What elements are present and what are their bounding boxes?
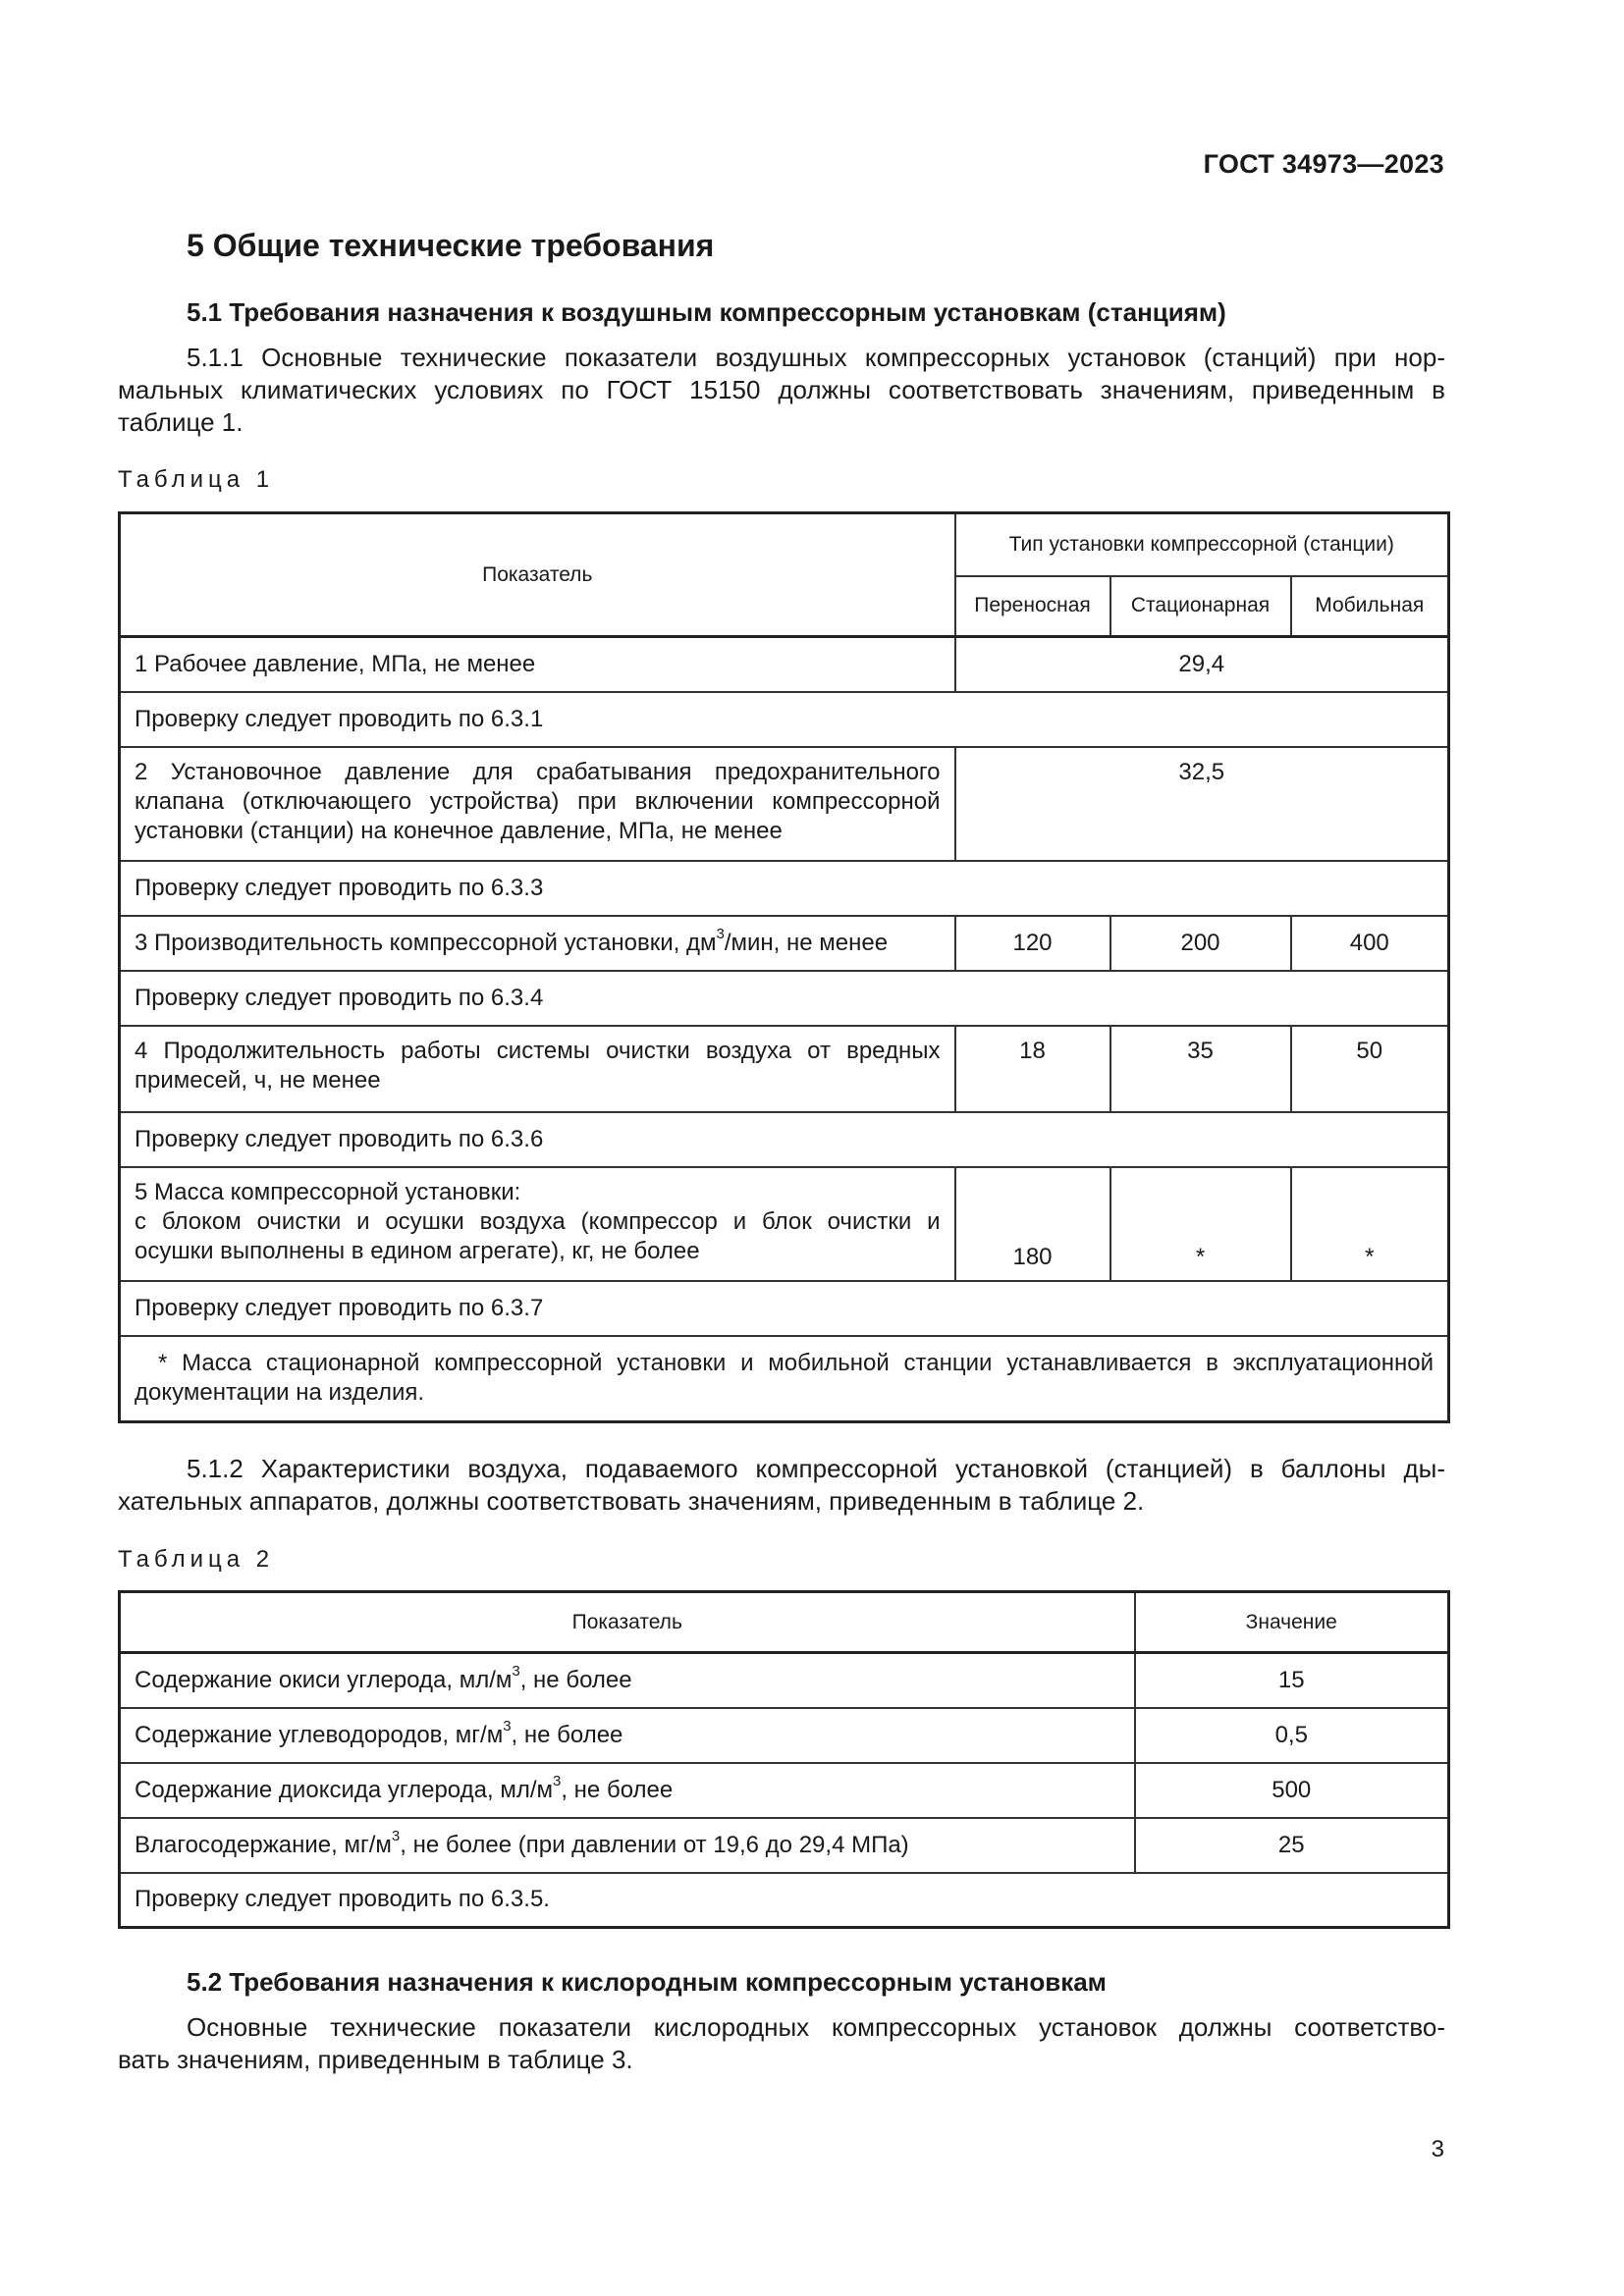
text-line: 5.1.2 Характеристики воздуха, подаваемого компрессорной установкой (станцией) в баллоны ды- xyxy=(187,1454,1445,1483)
row-label xyxy=(120,1167,955,1281)
value-portable: 180 xyxy=(955,1167,1110,1281)
table-row-check xyxy=(120,692,1449,747)
header-type-group: Тип установки компрессорной (станции) xyxy=(955,513,1449,576)
value-mobile: 50 xyxy=(1291,1026,1449,1112)
label-line: 2 Установочное давление для срабатывания предохранительного xyxy=(135,758,941,785)
header-portable: Переносная xyxy=(955,576,1110,637)
table-1-header-row xyxy=(120,513,1449,576)
value-mobile: * xyxy=(1291,1167,1449,1281)
table-row xyxy=(120,1653,1449,1708)
table-row-check xyxy=(120,1281,1449,1336)
text-line: Основные технические показатели кислородных компрессорных установок должны соответство- xyxy=(187,2012,1445,2042)
check-reference: Проверку следует проводить по 6.3.6 xyxy=(120,1112,1449,1167)
check-reference: Проверку следует проводить по 6.3.3 xyxy=(120,861,1449,916)
text-line: 5.1.1 Основные технические показатели воздушных компрессорных установок (станций) при нор- xyxy=(187,343,1445,372)
header-indicator: Показатель xyxy=(120,513,955,637)
label-line: 4 Продолжительность работы системы очистки воздуха от вредных xyxy=(135,1037,941,1064)
value-stationary: 35 xyxy=(1110,1026,1291,1112)
value-portable: 18 xyxy=(955,1026,1110,1112)
text-line: таблице 1. xyxy=(118,407,244,437)
header-indicator: Показатель xyxy=(120,1592,1135,1653)
paragraph-5-1-1 xyxy=(118,342,1445,439)
table-row-check xyxy=(120,971,1449,1026)
value-portable: 120 xyxy=(955,916,1110,971)
row-value: 25 xyxy=(1135,1818,1449,1873)
table-2-caption: Таблица 2 xyxy=(118,1546,275,1573)
table-row-check xyxy=(120,1112,1449,1167)
label-line: осушки выполнены в едином агрегате), кг, не более xyxy=(135,1237,700,1264)
row-value: 29,4 xyxy=(955,637,1449,692)
table-row xyxy=(120,637,1449,692)
value-mobile: 400 xyxy=(1291,916,1449,971)
table-row-check xyxy=(120,861,1449,916)
table-row xyxy=(120,1763,1449,1818)
subsection-title-5-2: 5.2 Требования назначения к кислородным компрессорным установкам xyxy=(187,1967,1107,1997)
footnote-line: документации на изделия. xyxy=(135,1379,425,1407)
row-label: Содержание окиси углерода, $мл/м^3$, не более xyxy=(120,1653,1135,1708)
check-reference: Проверку следует проводить по 6.3.4 xyxy=(120,971,1449,1026)
row-label: Содержание диоксида углерода, $мл/м^3$, не более xyxy=(120,1763,1135,1818)
paragraph-5-1-2 xyxy=(118,1453,1445,1518)
subsection-title-5-1: 5.1 Требования назначения к воздушным компрессорным установкам (станциям) xyxy=(187,297,1226,327)
check-reference: Проверку следует проводить по 6.3.5. xyxy=(120,1873,1449,1928)
table-2-header-row xyxy=(120,1592,1449,1653)
table-row-check xyxy=(120,1873,1449,1928)
footnote-line: * Масса стационарной компрессорной установки и мобильной станции устанавливается в эксплуатационной xyxy=(158,1350,1435,1377)
label-line: примесей, ч, не менее xyxy=(135,1066,381,1094)
row-label: 3 Производительность компрессорной установки, $дм^3$/мин, не менее xyxy=(120,916,955,971)
table-2 xyxy=(118,1590,1450,1929)
paragraph-5-2 xyxy=(118,2011,1445,2076)
row-label xyxy=(120,747,955,861)
table-row xyxy=(120,916,1449,971)
row-value: 500 xyxy=(1135,1763,1449,1818)
table-footnote-row xyxy=(120,1336,1449,1422)
header-stationary: Стационарная xyxy=(1110,576,1291,637)
header-value: Значение xyxy=(1135,1592,1449,1653)
table-row xyxy=(120,1708,1449,1763)
check-reference: Проверку следует проводить по 6.3.1 xyxy=(120,692,1449,747)
label-line: 5 Масса компрессорной установки: xyxy=(135,1178,521,1205)
text-line: хательных аппаратов, должны соответствовать значениям, приведенным в таблице 2. xyxy=(118,1486,1145,1516)
text-line: мальных климатических условиях по ГОСТ 15150 должны соответствовать значениям, приведенным в xyxy=(118,375,1445,404)
label-line: установки (станции) на конечное давление, МПа, не менее xyxy=(135,817,783,844)
value-stationary: 200 xyxy=(1110,916,1291,971)
row-label: Влагосодержание, $мг/м^3$, не более (при давлении от 19,6 до 29,4 МПа) xyxy=(120,1818,1135,1873)
page-number: 3 xyxy=(1431,2136,1444,2163)
value-stationary: * xyxy=(1110,1167,1291,1281)
table-row xyxy=(120,1167,1449,1281)
check-reference: Проверку следует проводить по 6.3.7 xyxy=(120,1281,1449,1336)
row-label: 1 Рабочее давление, МПа, не менее xyxy=(120,637,955,692)
section-title: 5 Общие технические требования xyxy=(187,228,715,263)
table-1-caption: Таблица 1 xyxy=(118,466,275,493)
label-line: клапана (отключающего устройства) при включении компрессорной xyxy=(135,787,941,815)
row-value: 32,5 xyxy=(955,747,1449,861)
table-row xyxy=(120,1026,1449,1112)
header-mobile: Мобильная xyxy=(1291,576,1449,637)
text-line: вать значениям, приведенным в таблице 3. xyxy=(118,2045,633,2074)
document-code: ГОСТ 34973—2023 xyxy=(1203,149,1444,179)
label-line: с блоком очистки и осушки воздуха (компрессор и блок очистки и xyxy=(135,1207,941,1235)
row-label xyxy=(120,1026,955,1112)
table-1 xyxy=(118,511,1450,1423)
table-row xyxy=(120,747,1449,861)
row-label: Содержание углеводородов, $мг/м^3$, не более xyxy=(120,1708,1135,1763)
row-value: 0,5 xyxy=(1135,1708,1449,1763)
row-value: 15 xyxy=(1135,1653,1449,1708)
table-row xyxy=(120,1818,1449,1873)
table-footnote xyxy=(120,1336,1449,1422)
